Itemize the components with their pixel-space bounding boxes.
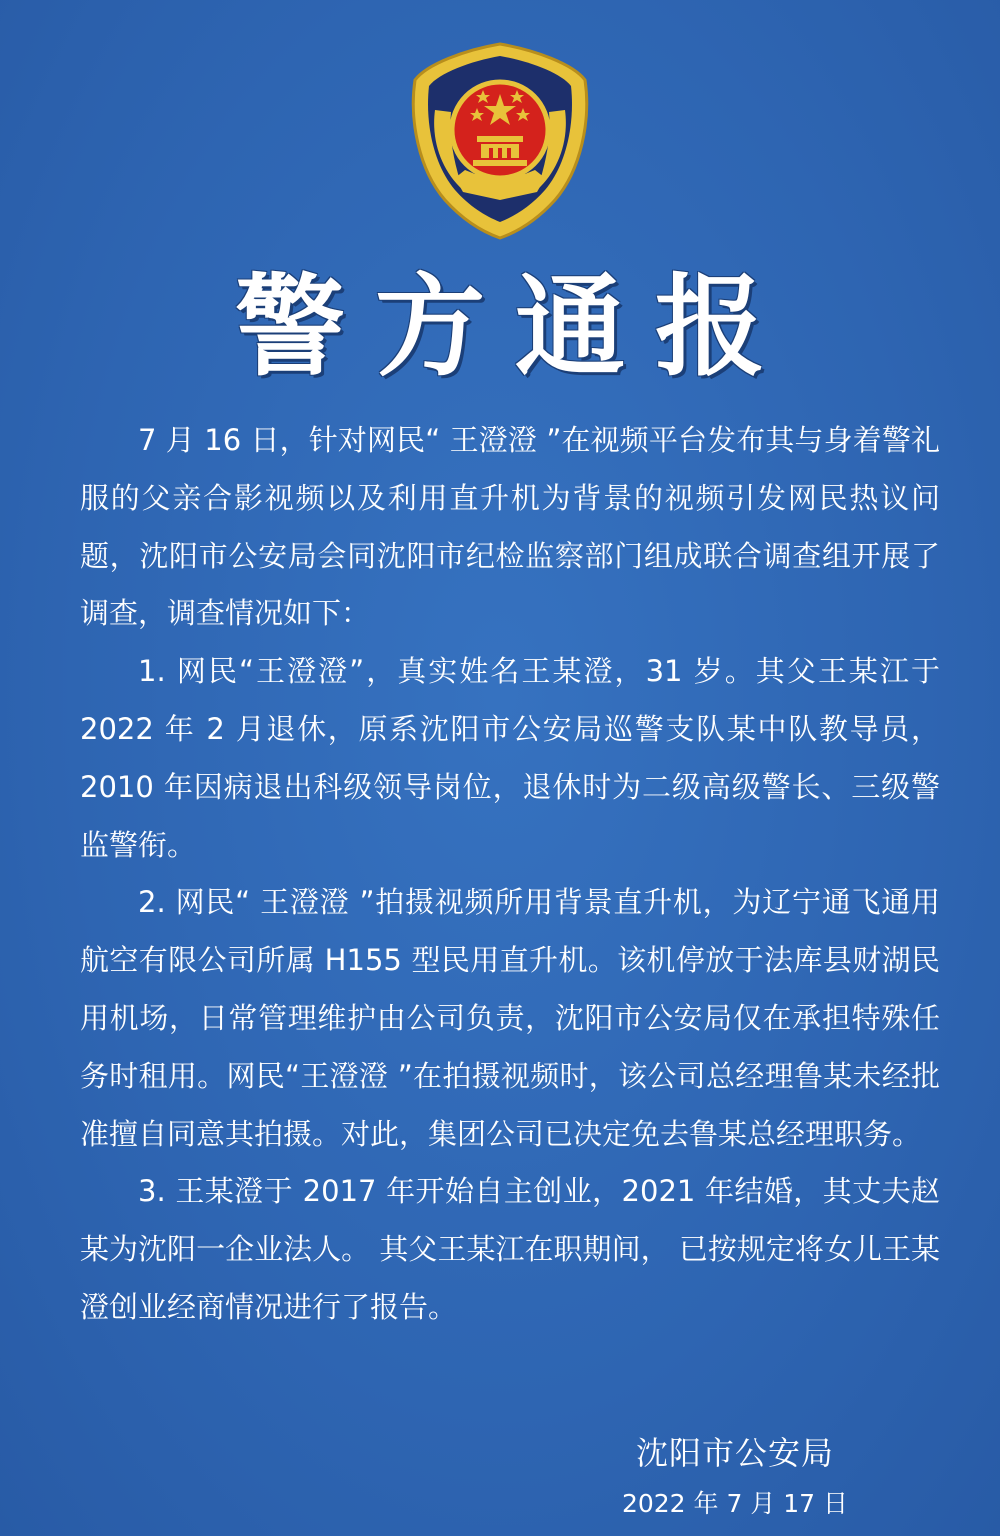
signature-block bbox=[560, 1428, 910, 1526]
issue-date: 2022 年 7 月 17 日 bbox=[621, 1489, 849, 1518]
police-badge-icon bbox=[405, 40, 595, 240]
item-1-paragraph: 1. 网民“王澄澄”，真实姓名王某澄，31 岁。其父王某江于 2022 年 2 月退休，原系沈阳市公安局巡警支队某中队教导员，2010 年因病退出科级领导岗位，退休时为二级高级警长、三级警监警衔。 bbox=[80, 654, 940, 862]
issuing-organization: 沈阳市公安局 bbox=[635, 1434, 834, 1472]
page-title: 警方通报 bbox=[235, 262, 795, 391]
item-2-paragraph: 2. 网民“ 王澄澄 ”拍摄视频所用背景直升机，为辽宁通飞通用航空有限公司所属 H155 型民用直升机。该机停放于法库县财湖民用机场，日常管理维护由公司负责，沈阳市公安局仅在承担特殊任务时租用。网民“王澄澄 ”在拍摄视频时，该公司总经理鲁某未经批准擅自同意其拍摄。对此，集团公司已决定免去鲁某总经理职务。 bbox=[80, 885, 940, 1151]
intro-paragraph: 7 月 16 日，针对网民“ 王澄澄 ”在视频平台发布其与身着警礼服的父亲合影视频以及利用直升机为背景的视频引发网民热议问题，沈阳市公安局会同沈阳市纪检监察部门组成联合调查组开展了调查，调查情况如下： bbox=[80, 423, 940, 631]
item-3-paragraph: 3. 王某澄于 2017 年开始自主创业，2021 年结婚，其丈夫赵某为沈阳一企业法人。 其父王某江在职期间， 已按规定将女儿王某澄创业经商情况进行了报告。 bbox=[80, 1174, 940, 1324]
notice-body bbox=[80, 412, 940, 1337]
